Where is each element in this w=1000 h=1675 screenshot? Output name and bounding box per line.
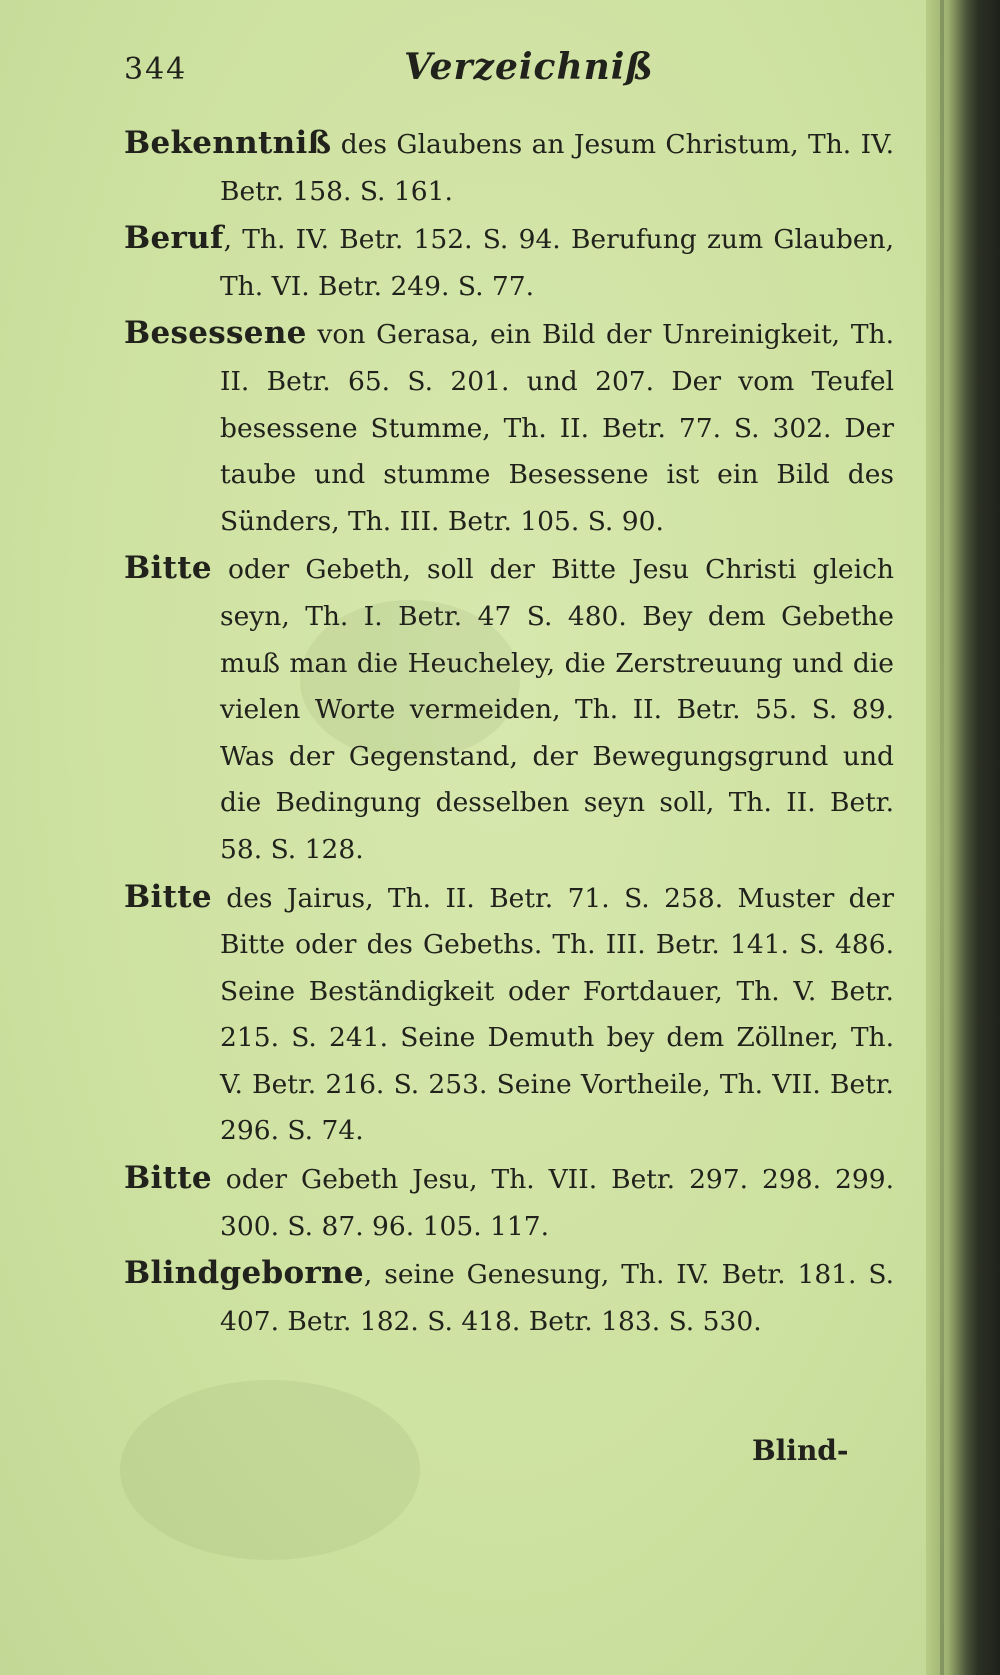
entry-text: oder Gebeth Jesu, Th. VII. Betr. 297. 298. 299. 300. S. 87. 96. 105. 117. [211,1164,894,1242]
page-leaf-edge [940,0,944,1675]
index-entry [124,120,894,215]
index-entry [124,545,894,873]
entry-headword: Bitte [124,878,212,915]
book-spine-edge [926,0,1000,1675]
index-entry [124,1250,894,1345]
entry-headword: Blindgeborne [124,1255,364,1292]
index-entry [124,874,894,1156]
index-entry [124,310,894,545]
entry-text: von Gerasa, ein Bild der Unreinigkeit, Th. II. Betr. 65. S. 201. und 207. Der vom Teufel besessene Stumme, Th. II. Betr. 77. S. 302. Der taube und stumme Besessene ist ein Bild des Sünders, Th. III. Betr. 105. S. 90. [220,319,894,537]
entry-text: , seine Genesung, Th. IV. Betr. 181. S. 407. Betr. 182. S. 418. Betr. 183. S. 530. [220,1259,894,1337]
page-number: 344 [124,52,188,87]
index-entry [124,1155,894,1250]
entry-headword: Besessene [124,315,307,352]
running-title: Verzeichniß [404,46,654,88]
page-header [124,46,884,106]
entry-text: des Jairus, Th. II. Betr. 71. S. 258. Muster der Bitte oder des Gebeths. Th. III. Betr. 141. S. 486. Seine Beständigkeit oder Fortdauer, Th. V. Betr. 215. S. 241. Seine Demuth bey dem Zöllner, Th. V. Betr. 216. S. 253. Seine Vortheile, Th. VII. Betr. 296. S. 74. [211,882,894,1147]
entry-headword: Bitte [124,1160,212,1197]
entry-text: des Glaubens an Jesum Christum, Th. IV. Betr. 158. S. 161. [220,129,894,207]
entry-headword: Bitte [124,550,212,587]
entry-text: , Th. IV. Betr. 152. S. 94. Berufung zum Glauben, Th. VI. Betr. 249. S. 77. [220,224,894,302]
entry-headword: Beruf [124,220,224,257]
index-entry [124,215,894,310]
paper-stain [120,1380,420,1560]
index-entries [124,120,894,1345]
entry-text: oder Gebeth, soll der Bitte Jesu Christi gleich seyn, Th. I. Betr. 47 S. 480. Bey dem Gebethe muß man die Heucheley, die Zerstreuung und die vielen Worte vermeiden, Th. II. Betr. 55. S. 89. Was der Gegenstand, der Bewegungsgrund und die Bedingung desselben seyn soll, Th. II. Betr. 58. S. 128. [211,554,894,865]
entry-headword: Bekenntniß [124,125,332,161]
catchword: Blind- [752,1434,849,1467]
